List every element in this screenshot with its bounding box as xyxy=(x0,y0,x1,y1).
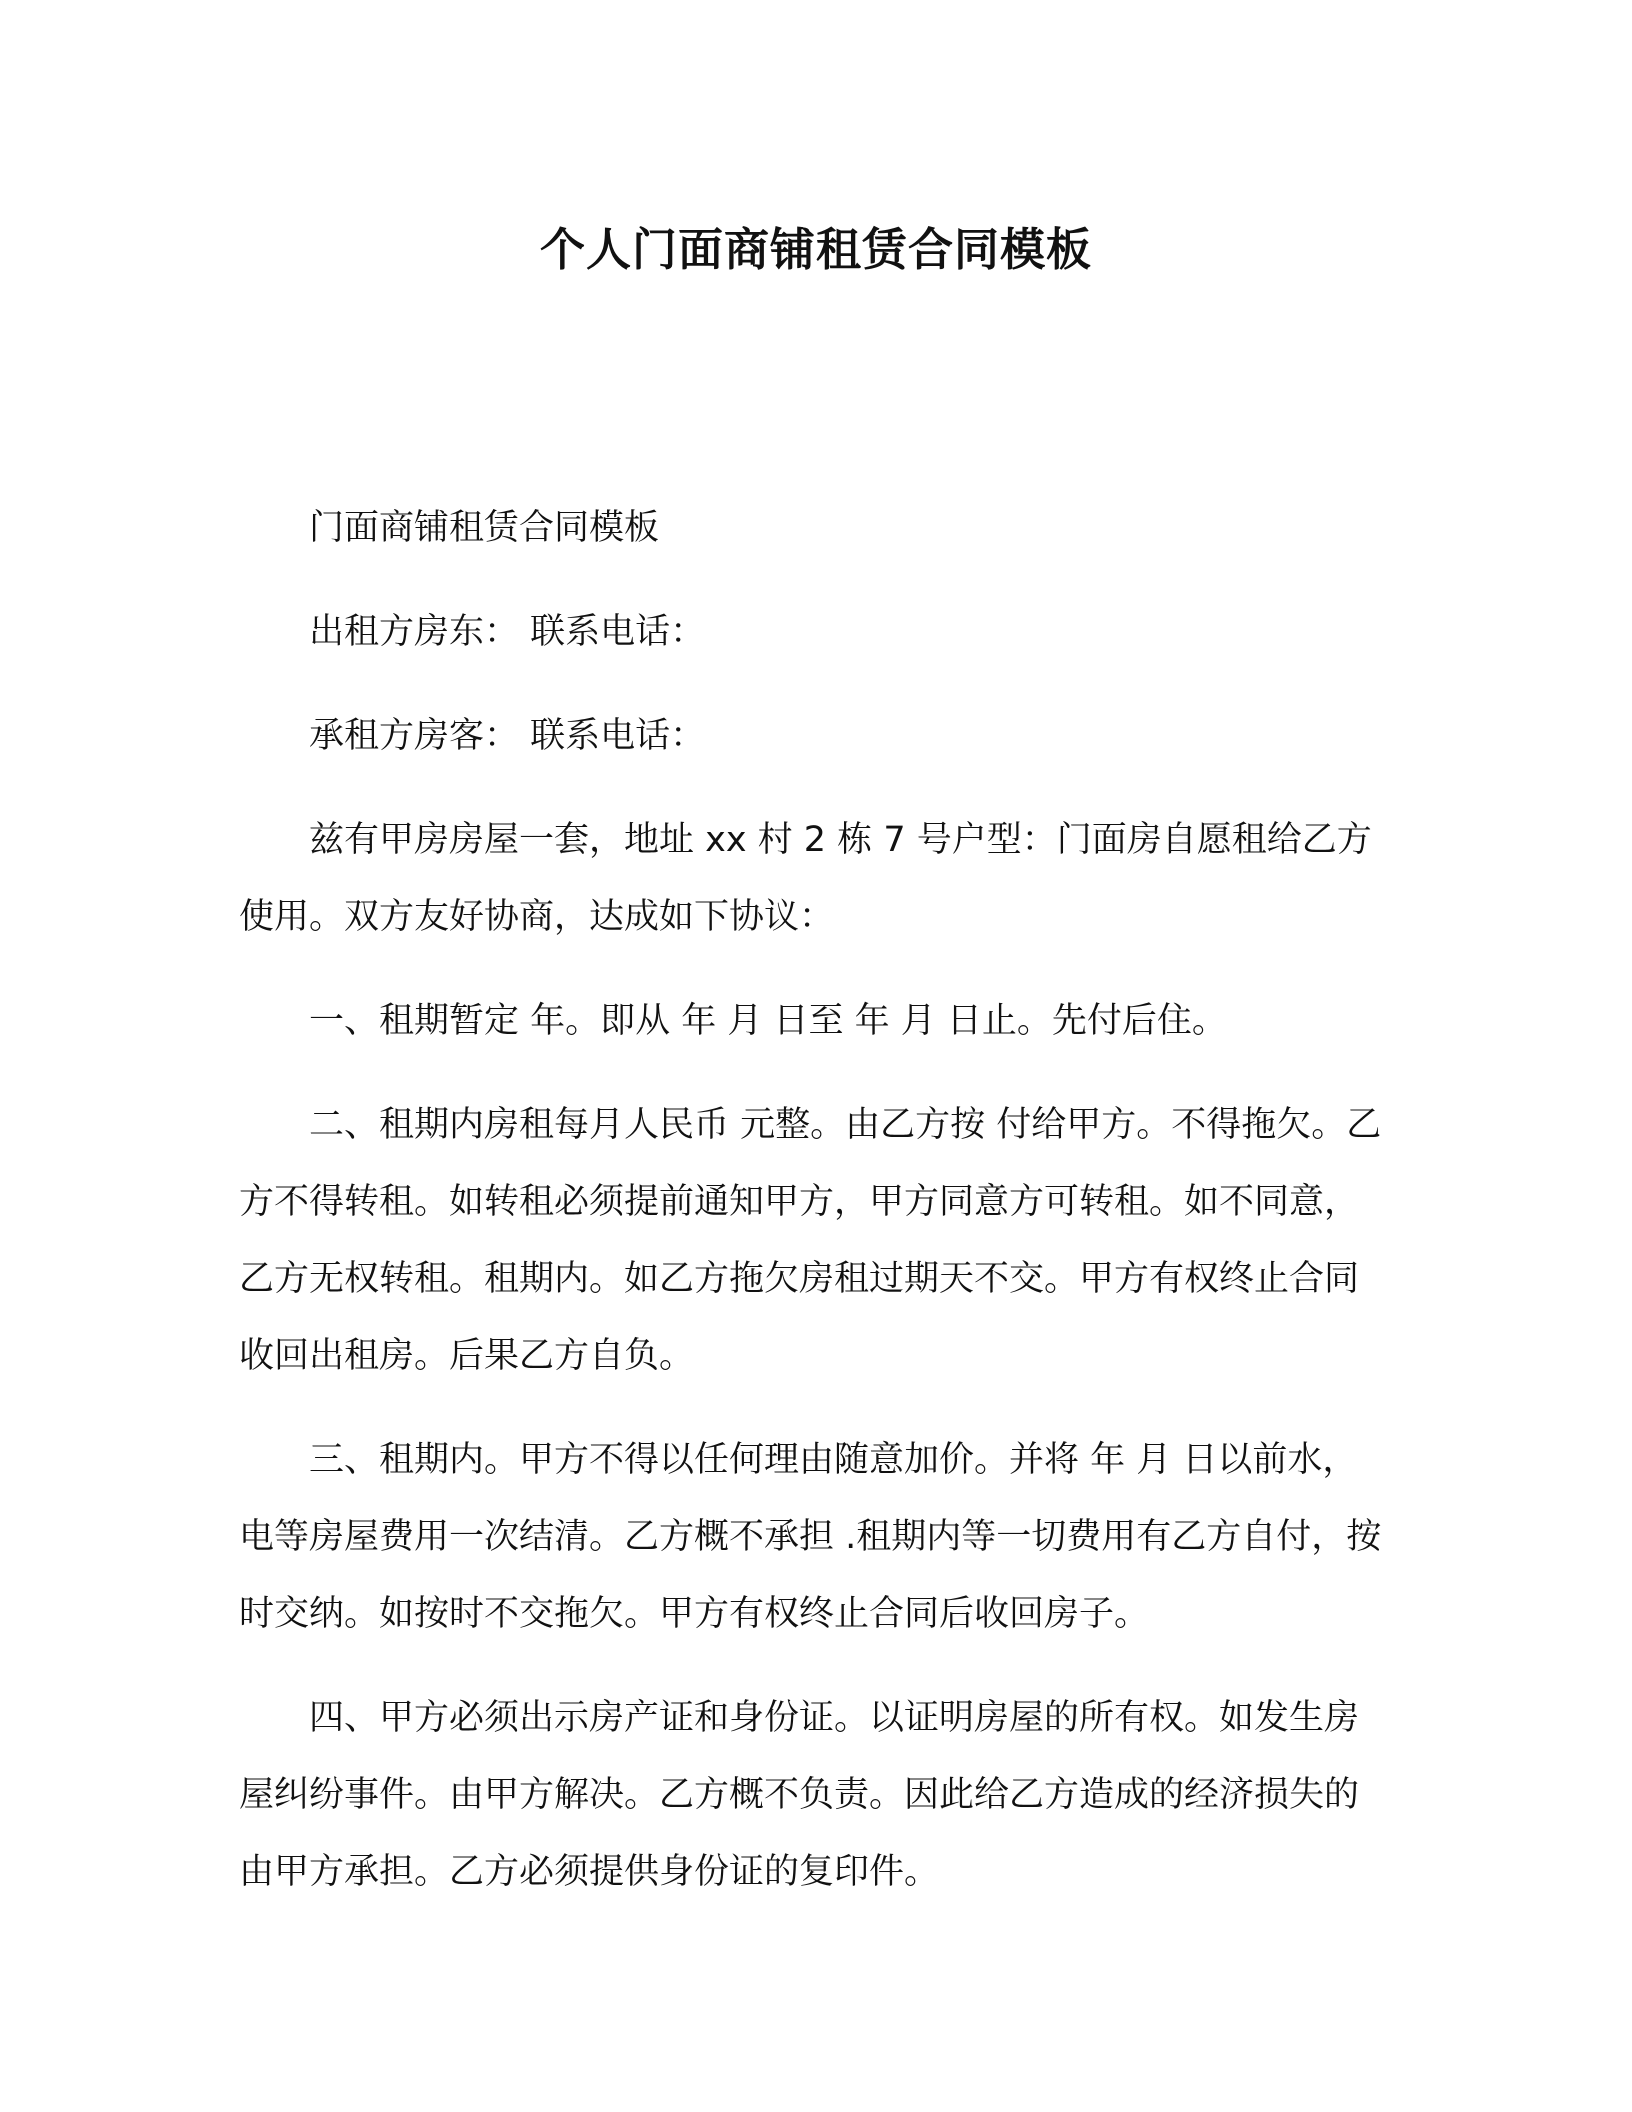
paragraph-intro: 兹有甲房房屋一套，地址 xx 村 2 栋 7 号户型：门面房自愿租给乙方使用。双方友好协商，达成如下协议： xyxy=(239,820,1372,937)
paragraph-clause-1: 一、租期暂定 年。即从 年 月 日至 年 月 日止。先付后住。 xyxy=(309,1001,1227,1041)
document-body xyxy=(239,490,1387,1938)
document-title: 个人门面商铺租赁合同模板 xyxy=(539,223,1092,276)
paragraph-clause-4: 四、甲方必须出示房产证和身份证。以证明房屋的所有权。如发生房屋纠纷事件。由甲方解决。乙方概不负责。因此给乙方造成的经济损失的由甲方承担。乙方必须提供身份证的复印件。 xyxy=(239,1698,1360,1892)
paragraph-subtitle: 门面商铺租赁合同模板 xyxy=(309,508,660,548)
paragraph-tenant: 承租方房客： 联系电话： xyxy=(309,716,706,756)
paragraph-clause-2: 二、租期内房租每月人民币 元整。由乙方按 付给甲方。不得拖欠。乙方不得转租。如转租必须提前通知甲方，甲方同意方可转租。如不同意，乙方无权转租。租期内。如乙方拖欠房租过期天不交。甲方有权终止合同收回出租房。后果乙方自负。 xyxy=(239,1105,1382,1376)
paragraph-landlord: 出租方房东： 联系电话： xyxy=(309,612,706,652)
paragraph-clause-3: 三、租期内。甲方不得以任何理由随意加价。并将 年 月 日以前水，电等房屋费用一次结清。乙方概不承担 .租期内等一切费用有乙方自付，按时交纳。如按时不交拖欠。甲方有权终止合同后收回房子。 xyxy=(239,1440,1382,1634)
